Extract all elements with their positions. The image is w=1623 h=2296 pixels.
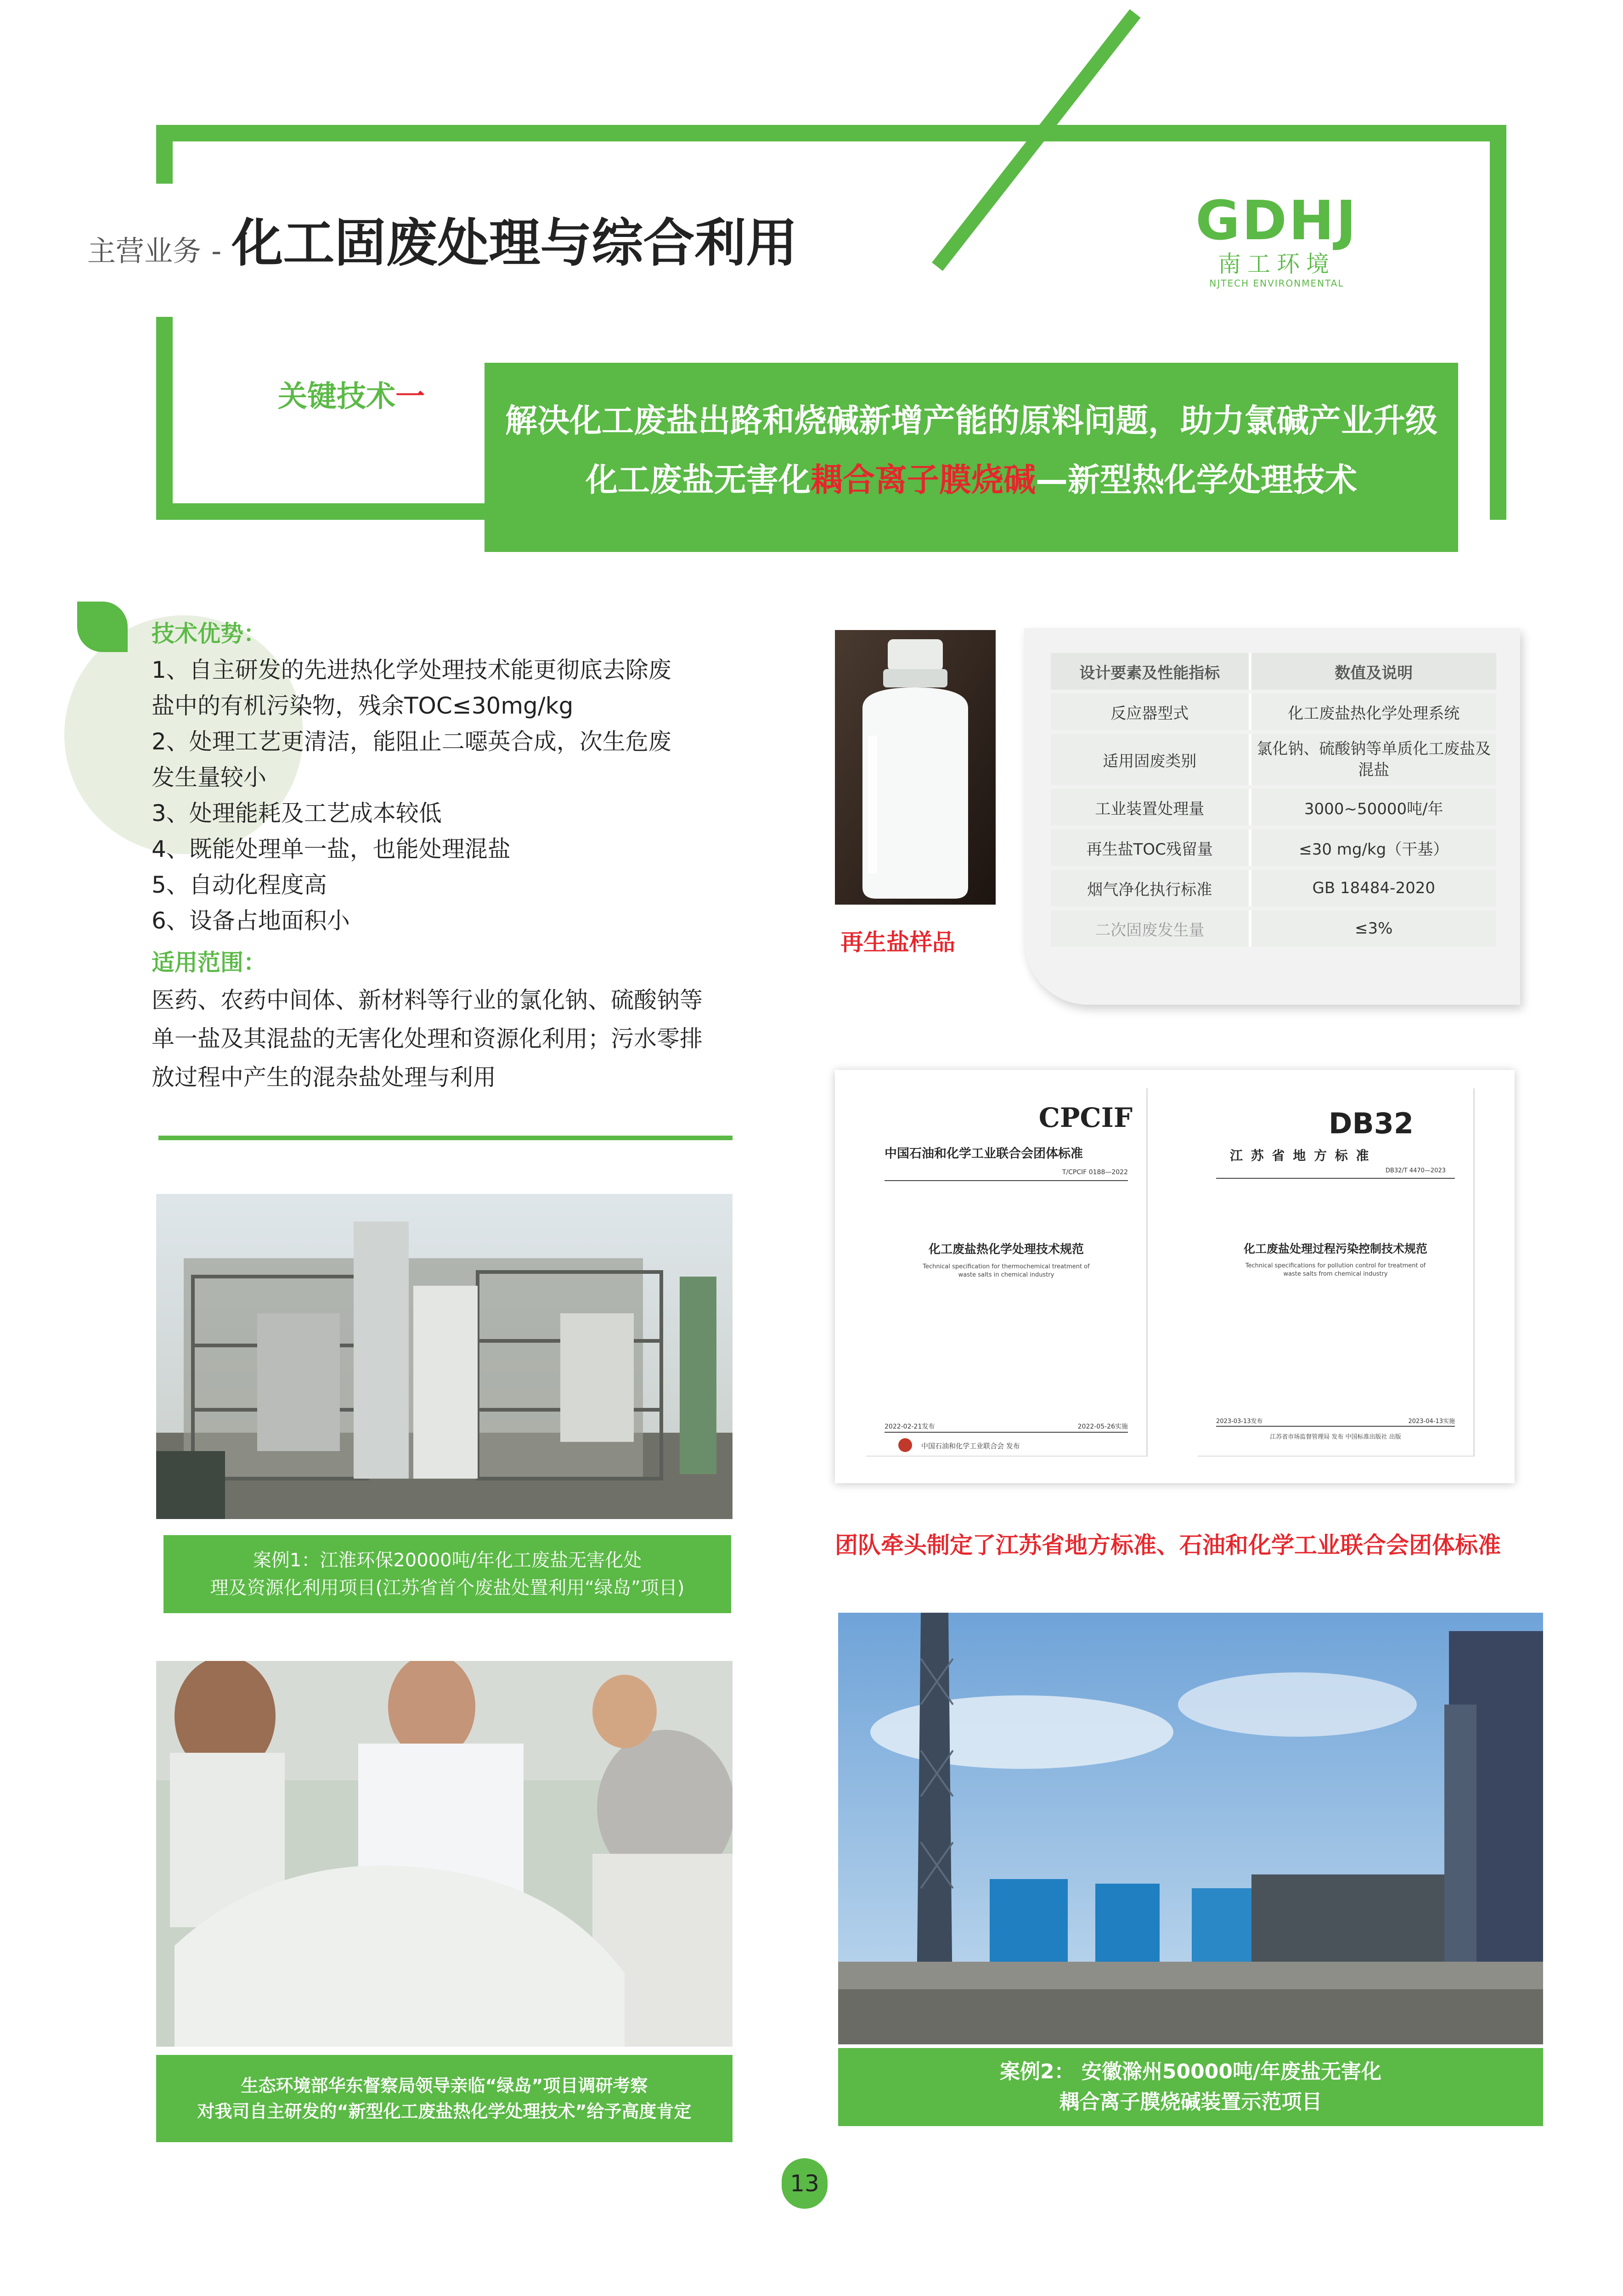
table-row: [1051, 829, 1496, 866]
table-cell: 氯化钠、硫酸钠等单质化工废盐及混盐: [1251, 734, 1497, 785]
table-cell: 3000~50000吨/年: [1251, 789, 1497, 826]
sample-caption: 再生盐样品: [840, 929, 955, 956]
key-tech-banner: [485, 363, 1458, 552]
doc2-title: 化工废盐处理过程污染控制技术规范: [1243, 1242, 1427, 1255]
table-row: [1051, 789, 1496, 826]
case2-plant-photo: [838, 1613, 1543, 2044]
doc2-publisher: 江苏省市场监督管理局 发布 中国标准出版社 出版: [1270, 1434, 1401, 1441]
table-cell: GB 18484-2020: [1251, 870, 1497, 906]
table-header-row: [1051, 653, 1496, 690]
advantage-line: 4、既能处理单一盐，也能处理混盐: [152, 836, 511, 862]
doc1-title: 化工废盐热化学处理技术规范: [928, 1243, 1084, 1256]
banner-line-2: 化工废盐无害化耦合离子膜烧碱—新型热化学处理技术: [586, 461, 1357, 499]
page-heading: [87, 202, 797, 276]
advantage-line: 6、设备占地面积小: [152, 907, 350, 934]
frame-top-border: [156, 125, 1506, 141]
decor-leaf: [77, 602, 128, 652]
logo-en: NJTECH ENVIRONMENTAL: [1209, 278, 1344, 289]
table-cell: 适用固废类别: [1051, 734, 1251, 785]
doc1-impl-date: 2022-05-26实施: [1077, 1423, 1128, 1430]
doc1-issue-date: 2022-02-21发布: [885, 1423, 935, 1430]
advantages-section: [152, 615, 795, 1097]
doc1-code: T/CPCIF 0188—2022: [1062, 1169, 1128, 1176]
advantage-line: 2、处理工艺更清洁，能阻止二噁英合成，次生危废: [152, 728, 671, 755]
table-cell: 二次固废发生量: [1051, 910, 1251, 947]
case2-caption: [838, 2048, 1543, 2126]
visit-line2: 对我司自主研发的“新型化工废盐热化学处理技术”给予高度肯定: [197, 2101, 692, 2122]
doc2-en-title: Technical specifications for pollution control for treatment of waste salts from chemical industry: [1245, 1262, 1426, 1277]
scope-line: 单一盐及其混盐的无害化处理和资源化利用；污水零排: [152, 1025, 703, 1052]
table-header: 设计要素及性能指标: [1051, 653, 1251, 690]
standards-panel: [835, 1070, 1515, 1483]
page-number: 13: [782, 2158, 828, 2209]
table-cell: 烟气净化执行标准: [1051, 870, 1251, 906]
advantages-title: 技术优势：: [152, 620, 266, 647]
advantage-line: 3、处理能耗及工艺成本较低: [152, 800, 442, 827]
page-title: 化工固废处理与综合利用: [231, 214, 798, 273]
advantage-line: 盐中的有机污染物，残余TOC≤30mg/kg: [152, 692, 574, 719]
section-divider: [158, 1136, 733, 1140]
advantage-line: 1、自主研发的先进热化学处理技术能更彻底去除废: [152, 657, 671, 683]
spec-table: [1051, 649, 1496, 951]
case2-line1: 案例2： 安徽滁州50000吨/年废盐无害化: [999, 2060, 1382, 2083]
table-row: [1051, 870, 1496, 906]
advantage-line: 5、自动化程度高: [152, 872, 327, 898]
doc1-en-title: Technical specification for thermochemical treatment of waste salts in chemical industry: [923, 1263, 1090, 1278]
doc2-org: 江 苏 省 地 方 标 准: [1230, 1148, 1371, 1163]
scope-title: 适用范围：: [152, 949, 266, 976]
scope-line: 医药、农药中间体、新材料等行业的氯化钠、硫酸钠等: [152, 987, 703, 1013]
case1-caption: [163, 1535, 731, 1613]
heading-dash: -: [211, 234, 222, 268]
visit-caption: [156, 2055, 733, 2142]
company-logo: [1185, 191, 1369, 296]
doc1-org: 中国石油和化学工业联合会团体标准: [885, 1147, 1083, 1161]
case2-line2: 耦合离子膜烧碱装置示范项目: [1059, 2090, 1322, 2114]
table-row: [1051, 910, 1496, 947]
doc2-code: DB32/T 4470—2023: [1385, 1167, 1446, 1174]
table-row: [1051, 693, 1496, 730]
visit-line1: 生态环境部华东督察局领导亲临“绿岛”项目调研考察: [241, 2076, 648, 2096]
table-header: 数值及说明: [1251, 653, 1497, 690]
doc1-publisher: 中国石油和化学工业联合会 发布: [921, 1442, 1020, 1450]
heading-prefix: 主营业务: [87, 234, 202, 268]
scope-line: 放过程中产生的混杂盐处理与利用: [152, 1064, 496, 1091]
frame-right-border: [1490, 125, 1506, 520]
case1-plant-photo: [156, 1194, 733, 1519]
table-cell: 工业装置处理量: [1051, 789, 1251, 826]
logo-mark: GDHJ: [1195, 189, 1358, 252]
case1-line2: 理及资源化利用项目(江苏省首个废盐处置利用“绿岛”项目): [210, 1577, 685, 1598]
advantage-line: 发生量较小: [152, 764, 266, 791]
doc2-impl-date: 2023-04-13实施: [1408, 1418, 1455, 1425]
table-cell: 反应器型式: [1051, 693, 1251, 730]
spec-table-card: [1024, 628, 1520, 1005]
standard-doc-cpcif: [866, 1088, 1148, 1457]
inspection-visit-photo: [156, 1661, 733, 2047]
table-cell: 化工废盐热化学处理系统: [1251, 693, 1497, 730]
logo-cn: 南工环境: [1218, 251, 1336, 277]
standard-doc-db32: [1198, 1088, 1475, 1457]
doc1-badge: CPCIF: [1038, 1102, 1133, 1133]
banner-line-1: 解决化工废盐出路和烧碱新增产能的原料问题，助力氯碱产业升级: [505, 402, 1437, 439]
standards-caption: 团队牵头制定了江苏省地方标准、石油和化学工业联合会团体标准: [835, 1532, 1501, 1559]
key-tech-label: 关键技术一: [278, 380, 425, 414]
table-row: [1051, 734, 1496, 785]
salt-sample-photo: [835, 630, 996, 905]
case1-line1: 案例1：江淮环保20000吨/年化工废盐无害化处: [253, 1550, 642, 1571]
cpcif-seal-icon: [898, 1438, 912, 1452]
table-cell: 再生盐TOC残留量: [1051, 829, 1251, 866]
table-cell: ≤3%: [1251, 910, 1497, 947]
doc2-badge: DB32: [1328, 1107, 1414, 1140]
table-cell: ≤30 mg/kg（干基）: [1251, 829, 1497, 866]
doc2-issue-date: 2023-03-13发布: [1216, 1418, 1263, 1425]
